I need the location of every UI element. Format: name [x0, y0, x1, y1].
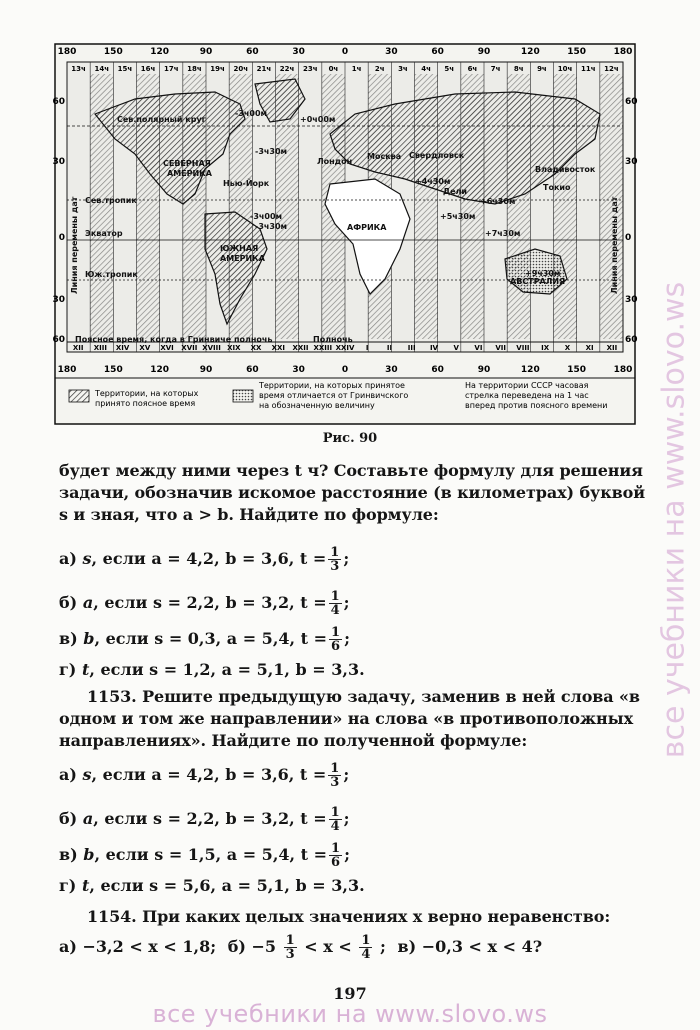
- label-north-america: СЕВЕРНАЯ: [163, 159, 211, 168]
- inequalities-row: [59, 934, 659, 961]
- item-rest: , если s = 2,2, b = 3,2, t =: [93, 809, 327, 828]
- item-end: ;: [343, 809, 350, 828]
- zone-label: XXIII: [313, 344, 333, 352]
- label-australia: АВСТРАЛИЯ: [510, 277, 566, 286]
- top-degree-label: 30: [292, 47, 305, 57]
- zone-label: XXII: [292, 344, 309, 352]
- top-degree-label: 180: [57, 47, 77, 57]
- offset-2: +0ч00м: [300, 115, 336, 124]
- zone-label: XVI: [160, 344, 174, 352]
- fraction-b1-num: 1: [285, 933, 295, 948]
- item-fraction-num: 1: [330, 545, 340, 560]
- list1-item: [59, 546, 659, 573]
- zone-label: XXI: [271, 344, 285, 352]
- top-hour-label: 10ч: [557, 65, 573, 73]
- lat-left-label: 30: [52, 157, 65, 167]
- fraction-b1-den: 3: [285, 947, 295, 962]
- top-hour-label: 11ч: [580, 65, 596, 73]
- list2-item: [59, 842, 659, 869]
- label-vladivostok: Владивосток: [535, 165, 596, 174]
- fraction-b2-den: 4: [361, 947, 371, 962]
- label-moscow: Москва: [367, 152, 402, 161]
- item-fraction-den: 6: [331, 639, 341, 654]
- top-hour-label: 1ч: [351, 65, 362, 73]
- label-south-america: ЮЖНАЯ: [220, 244, 259, 253]
- fraction-b2: [359, 934, 372, 961]
- top-hour-label: 21ч: [256, 65, 272, 73]
- label-midnight: Полночь: [313, 335, 353, 344]
- zone-label: XII: [72, 344, 84, 352]
- legend-3-line-1: На территории СССР часовая: [465, 381, 589, 390]
- offset-1: -3ч00м: [235, 109, 268, 118]
- legend-1-line-1: Территории, на которых: [95, 389, 199, 398]
- bottom-degree-label: 0: [341, 365, 349, 375]
- zone-label: II: [386, 344, 393, 352]
- label-london: Лондон: [317, 157, 353, 166]
- item-var: s: [82, 549, 92, 568]
- time-zone-map: [52, 44, 638, 424]
- label-newyork: Нью-Йорк: [223, 179, 270, 188]
- label-tropic-s: Юж.тропик: [85, 270, 138, 279]
- bottom-degree-label: 180: [613, 365, 633, 375]
- item-var: t: [81, 660, 90, 679]
- label-tokyo: Токио: [543, 183, 571, 192]
- item-prefix: г): [59, 660, 77, 679]
- label-arctic: Сев.полярный круг: [117, 115, 206, 124]
- zone-label: XX: [250, 344, 262, 352]
- top-degree-label: 180: [613, 47, 633, 57]
- top-hour-label: 17ч: [163, 65, 179, 73]
- item-fraction-den: 3: [330, 559, 340, 574]
- item-var: b: [83, 845, 95, 864]
- top-hour-label: 7ч: [490, 65, 501, 73]
- bottom-degree-label: 120: [150, 365, 170, 375]
- zone-label: XI: [585, 344, 594, 352]
- label-dateline-left: Линия перемены дат: [70, 196, 79, 294]
- item-fraction: [329, 590, 342, 617]
- offset-7: +5ч30м: [440, 212, 476, 221]
- list2-item: [59, 876, 659, 895]
- top-degree-label: 30: [385, 47, 398, 57]
- bottom-degree-label: 90: [477, 365, 491, 375]
- offset-9: +7ч30м: [485, 229, 521, 238]
- bottom-degree-label: 150: [103, 365, 123, 375]
- list1-item: [59, 626, 659, 653]
- legend-2-line-2: время отличается от Гринвичского: [259, 391, 409, 400]
- zone-label: XVII: [181, 344, 198, 352]
- bottom-degree-label: 120: [520, 365, 540, 375]
- top-hour-label: 9ч: [537, 65, 547, 73]
- inequality-a: а) −3,2 < x < 1,8;: [59, 937, 217, 956]
- item-var: t: [81, 876, 90, 895]
- bottom-degree-label: 150: [567, 365, 587, 375]
- offset-4: -3ч00м: [250, 212, 283, 221]
- top-hour-label: 5ч: [444, 65, 455, 73]
- list2-item: [59, 806, 659, 833]
- intro-paragraph: будет между ними через t ч? Составьте формулу для решения задачи, обозначив искомое расстояние (в километрах) буквой s и зная, что a > b. Найдите по формуле:: [59, 461, 646, 524]
- item-var: a: [82, 593, 94, 612]
- top-hour-label: 23ч: [302, 65, 318, 73]
- zone-label: XXIV: [335, 344, 355, 352]
- lat-right-label: 30: [625, 157, 638, 167]
- label-south-america-2: АМЕРИКА: [220, 254, 265, 263]
- item-end: ;: [344, 629, 350, 648]
- legend-dots-swatch: [233, 390, 253, 402]
- item-var: a: [82, 809, 94, 828]
- lat-left-label: 60: [52, 97, 65, 107]
- legend-3-line-2: стрелка переведена на 1 час: [465, 391, 589, 400]
- top-degree-label: 60: [246, 47, 259, 57]
- item-prefix: а): [59, 765, 77, 784]
- lat-left-label: 0: [58, 233, 65, 243]
- item-fraction: [328, 762, 341, 789]
- item-fraction-den: 4: [330, 603, 340, 618]
- zone-label: III: [407, 344, 416, 352]
- label-africa: АФРИКА: [347, 223, 387, 232]
- top-degree-label: 120: [520, 47, 540, 57]
- item-fraction: [329, 842, 342, 869]
- offset-10: +9ч30м: [525, 269, 561, 278]
- item-end: ;: [343, 593, 350, 612]
- lat-left-label: 30: [52, 295, 65, 305]
- item-rest: , если s = 0,3, a = 5,4, t =: [94, 629, 328, 648]
- label-belt-time: Поясное время, когда в Гринвиче полночь: [75, 335, 273, 344]
- item-prefix: г): [59, 876, 77, 895]
- legend-2-line-3: на обозначенную величину: [259, 401, 375, 410]
- bottom-degree-label: 60: [246, 365, 259, 375]
- top-hour-label: 15ч: [117, 65, 133, 73]
- top-hour-label: 12ч: [604, 65, 619, 73]
- item-fraction-num: 1: [330, 805, 340, 820]
- zone-label: XVIII: [202, 344, 221, 352]
- top-degree-label: 150: [567, 47, 587, 57]
- legend-hatch-swatch: [69, 390, 89, 402]
- figure-caption: Рис. 90: [322, 431, 378, 446]
- zone-label: XV: [139, 344, 151, 352]
- zone-label: XII: [606, 344, 618, 352]
- offset-3: -3ч30м: [255, 147, 288, 156]
- watermark-side: [654, 140, 694, 900]
- top-hour-label: 22ч: [279, 65, 295, 73]
- zone-label: XIII: [93, 344, 107, 352]
- zone-label: XIV: [115, 344, 130, 352]
- label-equator: Экватор: [85, 229, 123, 238]
- zone-label: VII: [495, 344, 507, 352]
- bottom-degree-label: 30: [385, 365, 398, 375]
- top-degree-label: 0: [341, 47, 349, 57]
- fraction-b1: [284, 934, 297, 961]
- lat-right-label: 60: [625, 335, 638, 345]
- bottom-degree-label: 180: [57, 365, 77, 375]
- legend-1-line-2: принято поясное время: [95, 399, 196, 408]
- item-fraction: [328, 546, 341, 573]
- inequality-b-mid: < x <: [304, 937, 352, 956]
- item-prefix: в): [59, 845, 78, 864]
- top-hour-label: 0ч: [328, 65, 339, 73]
- offset-5: -3ч30м: [255, 222, 288, 231]
- item-rest: , если s = 2,2, b = 3,2, t =: [93, 593, 327, 612]
- zone-label: IV: [429, 344, 438, 352]
- inequality-c: в) −0,3 < x < 4?: [397, 937, 543, 956]
- top-degree-label: 90: [199, 47, 213, 57]
- inequality-b-end: ;: [379, 937, 386, 956]
- zone-label: VIII: [516, 344, 530, 352]
- offset-8: +6ч30м: [480, 197, 516, 206]
- top-hour-label: 14ч: [94, 65, 110, 73]
- zone-label: XIX: [227, 344, 241, 352]
- item-prefix: б): [59, 809, 78, 828]
- zone-label: I: [365, 344, 369, 352]
- lat-right-label: 0: [625, 233, 632, 243]
- top-hour-label: 16ч: [140, 65, 156, 73]
- item-rest: , если a = 4,2, b = 3,6, t =: [91, 765, 327, 784]
- bottom-degree-label: 60: [431, 365, 444, 375]
- list2-item: [59, 762, 659, 789]
- watermark-bottom: все учебники на www.slovo.ws: [152, 1000, 548, 1028]
- item-fraction: [329, 626, 342, 653]
- top-hour-label: 8ч: [513, 65, 524, 73]
- lat-right-label: 30: [625, 295, 638, 305]
- bottom-degree-label: 90: [199, 365, 213, 375]
- item-fraction-num: 1: [330, 589, 340, 604]
- legend-2-line-1: Территории, на которых принятое: [259, 381, 405, 390]
- zone-label: V: [453, 344, 459, 352]
- item-fraction-den: 3: [330, 775, 340, 790]
- fraction-b2-num: 1: [361, 933, 371, 948]
- item-fraction-num: 1: [330, 761, 340, 776]
- item-end: ;: [344, 845, 350, 864]
- item-end: ;: [343, 765, 350, 784]
- label-tropic-n: Сев.тропик: [85, 196, 137, 205]
- item-end: ;: [343, 549, 350, 568]
- item-rest: , если s = 1,5, a = 5,4, t =: [94, 845, 328, 864]
- label-sverdlovsk: Свердловск: [409, 151, 465, 160]
- label-delhi: Дели: [443, 187, 468, 196]
- item-prefix: а): [59, 549, 77, 568]
- item-rest: , если s = 1,2, a = 5,1, b = 3,3.: [89, 660, 365, 679]
- item-var: s: [82, 765, 92, 784]
- item-rest: , если s = 5,6, a = 5,1, b = 3,3.: [89, 876, 365, 895]
- item-prefix: б): [59, 593, 78, 612]
- watermark-side-text: все учебники на www.slovo.ws: [656, 281, 692, 759]
- item-fraction: [329, 806, 342, 833]
- problem-1154: 1154. При каких целых значениях x верно неравенство:: [87, 907, 611, 926]
- top-degree-label: 150: [103, 47, 123, 57]
- label-north-america-2: АМЕРИКА: [167, 169, 212, 178]
- item-fraction-den: 4: [330, 819, 340, 834]
- zone-label: IX: [541, 344, 550, 352]
- lat-left-label: 60: [52, 335, 65, 345]
- item-fraction-den: 6: [331, 855, 341, 870]
- item-fraction-num: 1: [331, 841, 341, 856]
- top-degree-label: 90: [477, 47, 491, 57]
- top-hour-label: 6ч: [467, 65, 478, 73]
- item-prefix: в): [59, 629, 78, 648]
- problem-1153: 1153. Решите предыдущую задачу, заменив в ней слова «в одном и том же направлении» на слова «в противоположных направлениях». Найдите по полученной формуле:: [59, 687, 640, 750]
- list1-item: [59, 660, 659, 679]
- top-hour-label: 20ч: [233, 65, 249, 73]
- top-hour-label: 2ч: [374, 65, 385, 73]
- item-rest: , если a = 4,2, b = 3,6, t =: [91, 549, 327, 568]
- list1-item: [59, 590, 659, 617]
- legend-3-line-3: вперед против поясного времени: [465, 401, 608, 410]
- top-hour-label: 4ч: [421, 65, 431, 73]
- top-degree-label: 120: [150, 47, 170, 57]
- zone-label: X: [564, 344, 571, 352]
- top-hour-label: 18ч: [187, 65, 202, 73]
- lat-right-label: 60: [625, 97, 638, 107]
- page-number: 197: [333, 984, 367, 1003]
- offset-6: +4ч30м: [415, 177, 451, 186]
- label-dateline-right: Линия перемены дат: [610, 196, 619, 294]
- bottom-degree-label: 30: [292, 365, 305, 375]
- top-hour-label: 3ч: [398, 65, 408, 73]
- top-hour-label: 13ч: [71, 65, 86, 73]
- item-var: b: [83, 629, 95, 648]
- top-hour-label: 19ч: [210, 65, 225, 73]
- item-fraction-num: 1: [331, 625, 341, 640]
- top-degree-label: 60: [431, 47, 444, 57]
- zone-label: VI: [474, 344, 483, 352]
- inequality-b-prefix: б) −5: [227, 937, 277, 956]
